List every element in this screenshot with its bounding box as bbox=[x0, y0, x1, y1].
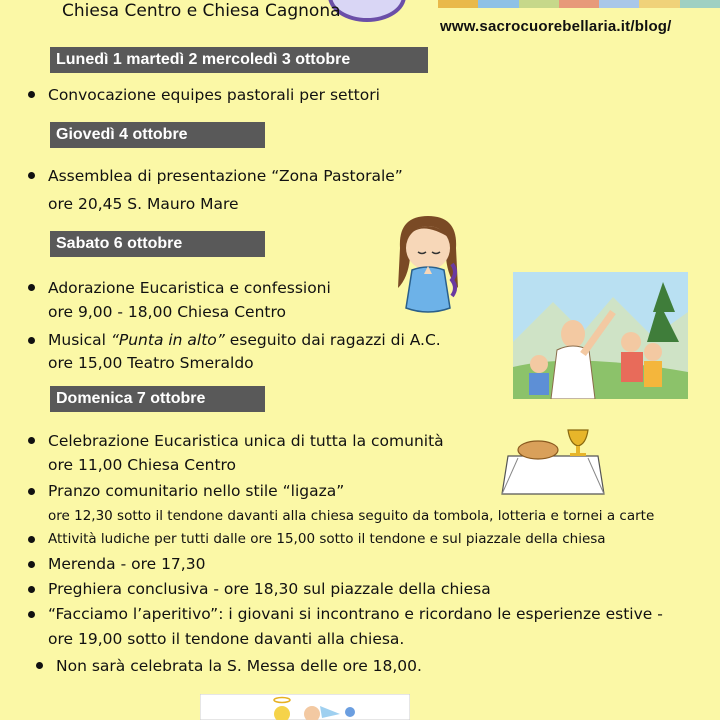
list-item: Preghiera conclusiva - ore 18,30 sul piazzale della chiesa bbox=[48, 580, 491, 598]
bullet bbox=[28, 561, 35, 568]
section-bar-1: Lunedì 1 martedì 2 mercoledì 3 ottobre bbox=[50, 47, 428, 73]
section-bar-4: Domenica 7 ottobre bbox=[50, 386, 265, 412]
bullet bbox=[28, 337, 35, 344]
praying-girl-illustration bbox=[388, 208, 468, 320]
header-subtitle: Chiesa Centro e Chiesa Cagnona bbox=[62, 1, 341, 21]
list-item-notice: Non sarà celebrata la S. Messa delle ore 18,00. bbox=[56, 657, 422, 675]
list-item: Adorazione Eucaristica e confessioni bbox=[48, 279, 331, 297]
blog-url[interactable]: www.sacrocuorebellaria.it/blog/ bbox=[440, 18, 672, 35]
bullet bbox=[28, 488, 35, 495]
list-item-detail: ore 12,30 sotto il tendone davanti alla chiesa seguito da tombola, lotteria e tornei a carte bbox=[48, 508, 655, 524]
bullet bbox=[28, 284, 35, 291]
list-item-detail: ore 19,00 sotto il tendone davanti alla chiesa. bbox=[48, 630, 405, 648]
jesus-children-illustration bbox=[513, 272, 688, 399]
list-item: “Facciamo l’aperitivo”: i giovani si incontrano e ricordano le esperienze estive - bbox=[48, 605, 663, 623]
list-item: Assemblea di presentazione “Zona Pastorale” bbox=[48, 167, 403, 185]
musical-title: “Punta in alto” bbox=[110, 331, 225, 349]
header-logo-strip bbox=[438, 0, 720, 8]
bullet bbox=[28, 611, 35, 618]
list-item-musical bbox=[48, 329, 441, 351]
list-item-detail: ore 15,00 Teatro Smeraldo bbox=[48, 354, 254, 372]
bullet bbox=[28, 536, 35, 543]
list-item: Pranzo comunitario nello stile “ligaza” bbox=[48, 482, 345, 500]
bullet bbox=[28, 172, 35, 179]
list-item-detail: ore 9,00 - 18,00 Chiesa Centro bbox=[48, 303, 287, 321]
list-item-detail: ore 11,00 Chiesa Centro bbox=[48, 456, 237, 474]
bullet bbox=[36, 662, 43, 669]
musical-prefix: Musical bbox=[48, 331, 111, 349]
section-bar-3: Sabato 6 ottobre bbox=[50, 231, 265, 257]
bullet bbox=[28, 437, 35, 444]
bottom-angels-illustration bbox=[200, 694, 410, 720]
altar-bread-wine-illustration bbox=[498, 418, 608, 496]
list-item: Convocazione equipes pastorali per settori bbox=[48, 86, 380, 104]
bullet bbox=[28, 586, 35, 593]
bullet bbox=[28, 91, 35, 98]
list-item: Celebrazione Eucaristica unica di tutta la comunità bbox=[48, 432, 444, 450]
musical-suffix: eseguito dai ragazzi di A.C. bbox=[224, 331, 441, 349]
list-item: Merenda - ore 17,30 bbox=[48, 555, 206, 573]
list-item: Attività ludiche per tutti dalle ore 15,00 sotto il tendone e sul piazzale della chiesa bbox=[48, 531, 606, 547]
section-bar-2: Giovedì 4 ottobre bbox=[50, 122, 265, 148]
list-item-detail: ore 20,45 S. Mauro Mare bbox=[48, 195, 239, 213]
